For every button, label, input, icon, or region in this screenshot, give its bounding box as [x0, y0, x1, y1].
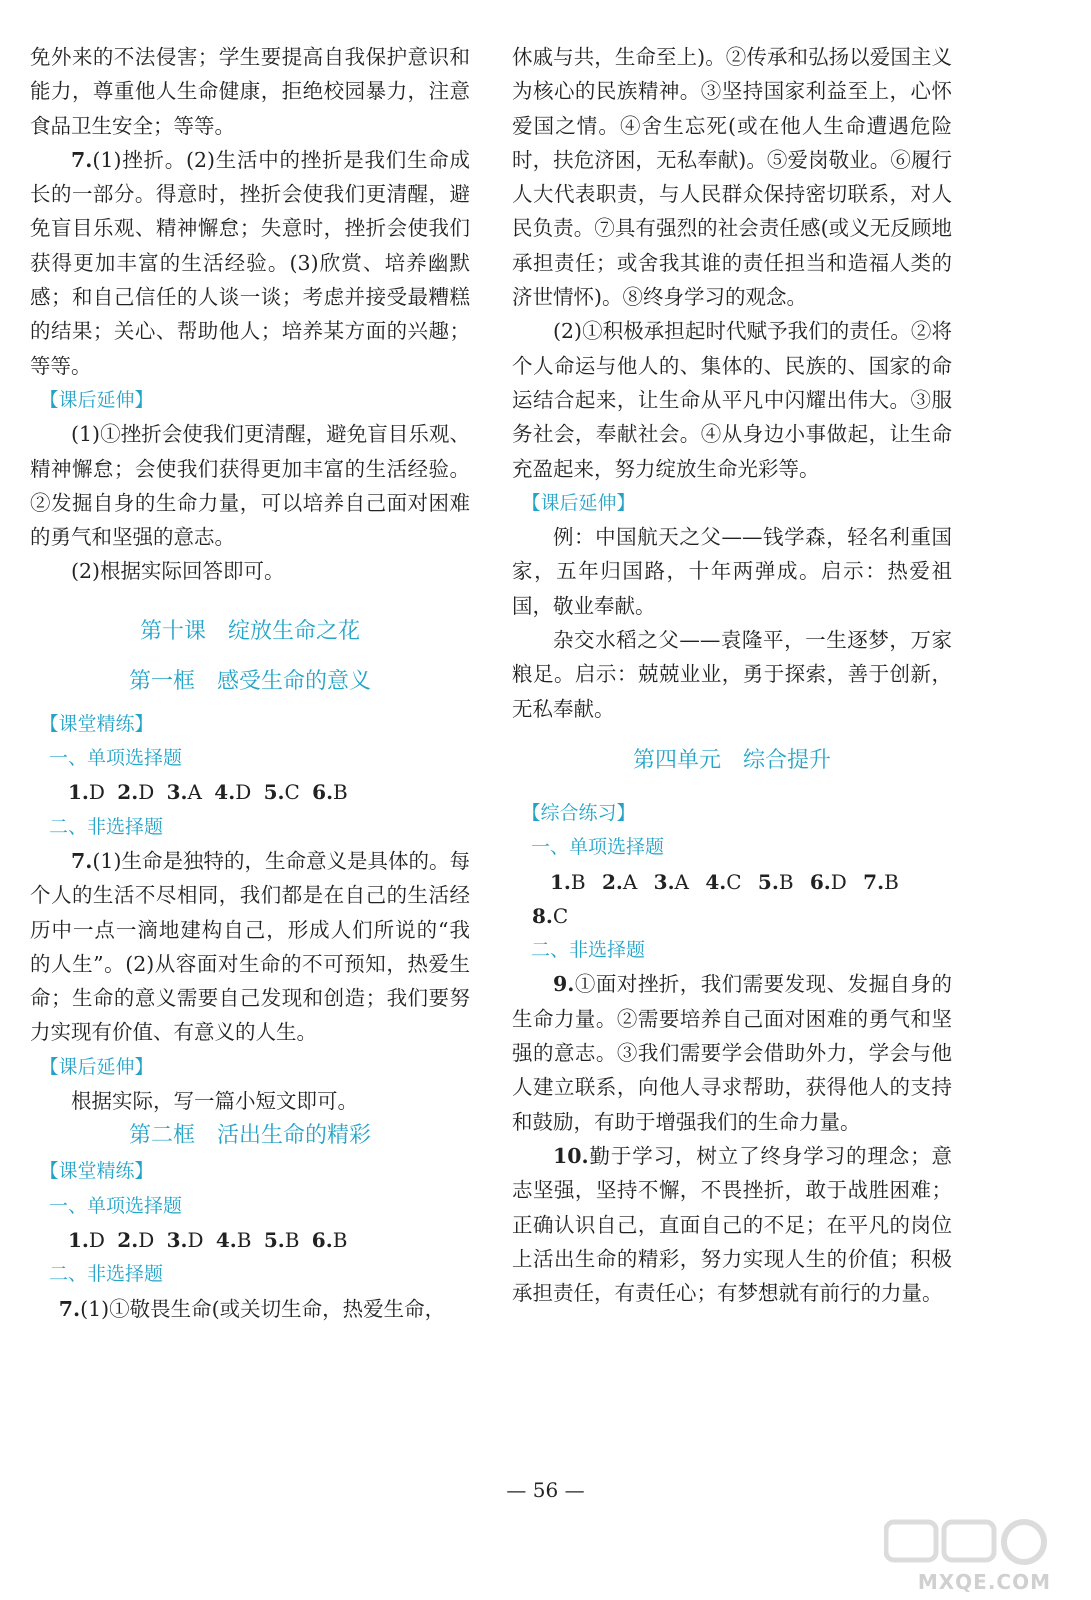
- section-tag-after-class: 【课后延伸】: [521, 491, 636, 514]
- subsection-single-choice: 一、单项选择题: [49, 747, 183, 770]
- unit-title: 第四单元 综合提升: [632, 747, 831, 773]
- answer-item: 3.A: [166, 780, 202, 805]
- answer-item: 3.A: [653, 869, 689, 894]
- answer-item: 5.B: [263, 1227, 300, 1252]
- answer-item: 5.B: [757, 869, 794, 894]
- answer-item: 8.C: [532, 903, 569, 928]
- section-tag-in-class: 【课堂精练】: [39, 1160, 154, 1183]
- section-tag-in-class: 【课堂精练】: [39, 712, 154, 735]
- question-7: [30, 143, 470, 383]
- question-text: (1)①敬畏生命(或关切生命，热爱生命，: [80, 1296, 446, 1321]
- question-7: [30, 844, 470, 1050]
- extension-answer: 根据实际，写一篇小短文即可。: [71, 1089, 358, 1114]
- question-number: 7.: [71, 848, 93, 873]
- answer-item: 1.D: [68, 1227, 105, 1252]
- right-column: [512, 40, 952, 1310]
- paragraph: (2)①积极承担起时代赋予我们的责任。②将个人命运与他人的、集体的、民族的、国家的命运结合起来，让生命从平凡中闪耀出伟大。③服务社会，奉献社会。④从身边小事做起，让生命充盈起来，努力绽放生命光彩等。: [512, 319, 952, 481]
- frame-title: 第一框 感受生命的意义: [128, 668, 371, 694]
- answer-item: 3.D: [166, 1227, 204, 1252]
- extension-answer: (2)根据实际回答即可。: [71, 559, 285, 584]
- answer-item: 7.B: [863, 869, 899, 894]
- answer-item: 4.B: [215, 1227, 252, 1252]
- section-tag-after-class: 【课后延伸】: [39, 388, 154, 411]
- extension-answer: (1)①挫折会使我们更清醒，避免盲目乐观、精神懈怠；会使我们获得更加丰富的生活经验。②发掘自身的生命力量，可以培养自己面对困难的勇气和坚强的意志。: [30, 422, 470, 550]
- answer-item: 2.A: [601, 869, 638, 894]
- question-number: 10.: [553, 1143, 589, 1168]
- question-7: [30, 1292, 470, 1326]
- question-text: 勤于学习，树立了终身学习的理念；意志坚强，坚持不懈，不畏挫折，敢于战胜困难；正确认识自己，直面自己的不足；在平凡的岗位上活出生命的精彩，努力实现人生的价值；积极承担责任，有责任心；有梦想就有前行的力量。: [512, 1143, 952, 1306]
- question-10: [512, 1139, 952, 1310]
- answer-item: 6.D: [809, 869, 847, 894]
- answer-list: [30, 1223, 470, 1257]
- question-number: 7.: [58, 1296, 81, 1321]
- subsection-non-choice: 二、非选择题: [49, 1263, 164, 1286]
- subsection-single-choice: 一、单项选择题: [531, 836, 665, 859]
- section-tag-practice: 【综合练习】: [521, 801, 636, 824]
- lesson-title: 第十课 绽放生命之花: [139, 618, 360, 644]
- example-paragraph: 杂交水稻之父——袁隆平，一生逐梦，万家粮足。启示：兢兢业业，勇于探索，善于创新，无私奉献。: [512, 628, 952, 721]
- answer-list: [512, 865, 952, 899]
- question-text: (1)生命是独特的，生命意义是具体的。每个人的生活不尽相同，我们都是在自己的生活经历中一点一滴地建构自己，形成人们所说的“我的人生”。(2)从容面对生命的不可预知，热爱生命；生命的意义需要自己发现和创造；我们要努力实现有价值、有意义的人生。: [30, 848, 470, 1045]
- subsection-non-choice: 二、非选择题: [49, 815, 164, 838]
- answer-item: 1.D: [68, 780, 105, 805]
- frame-title: 第二框 活出生命的精彩: [128, 1123, 371, 1149]
- question-9: [512, 967, 952, 1138]
- section-tag-after-class: 【课后延伸】: [39, 1055, 154, 1078]
- question-text: (1)挫折。(2)生活中的挫折是我们生命成长的一部分。得意时，挫折会使我们更清醒，避免盲目乐观、精神懈怠；失意时，挫折会使我们获得更加丰富的生活经验。(3)欣赏、培养幽默感；和自己信任的人谈一谈；考虑并接受最糟糕的结果；关心、帮助他人；培养某方面的兴趣；等等。: [30, 147, 470, 378]
- question-number: 9.: [553, 972, 575, 997]
- answer-item: 1.B: [550, 869, 586, 894]
- watermark-text: MXQE.COM: [917, 1570, 1051, 1594]
- answer-item: 4.C: [705, 869, 742, 894]
- page-number: — 56 —: [506, 1478, 585, 1502]
- subsection-single-choice: 一、单项选择题: [49, 1194, 183, 1217]
- answer-item: 2.D: [117, 780, 155, 805]
- answer-item: 5.C: [263, 780, 300, 805]
- answer-list: [30, 775, 470, 809]
- question-number: 7.: [71, 147, 93, 172]
- answer-item: 4.D: [214, 780, 252, 805]
- example-paragraph: 例：中国航天之父——钱学森，轻名利重国家，五年归国路，十年两弹成。启示：热爱祖国，敬业奉献。: [512, 525, 952, 618]
- paragraph: 免外来的不法侵害；学生要提高自我保护意识和能力，尊重他人生命健康，拒绝校园暴力，注意食品卫生安全；等等。: [30, 45, 470, 138]
- question-text: ①面对挫折，我们需要发现、发掘自身的生命力量。②需要培养自己面对困难的勇气和坚强的意志。③我们需要学会借助外力，学会与他人建立联系，向他人寻求帮助，获得他人的支持和鼓励，有助于增强我们的生命力量。: [512, 972, 952, 1134]
- answer-item: 2.D: [117, 1227, 155, 1252]
- answer-item: 6.B: [312, 780, 348, 805]
- answer-list-continued: [512, 899, 952, 933]
- answer-item: 6.B: [311, 1227, 348, 1252]
- left-column: [30, 40, 470, 1326]
- subsection-non-choice: 二、非选择题: [531, 939, 646, 962]
- paragraph: 休戚与共，生命至上)。②传承和弘扬以爱国主义为核心的民族精神。③坚持国家利益至上，心怀爱国之情。④舍生忘死(或在他人生命遭遇危险时，扶危济困，无私奉献)。⑤爱岗敬业。⑥履行人大代表职责，与人民群众保持密切联系，对人民负责。⑦具有强烈的社会责任感(或义无反顾地承担责任；或舍我其谁的责任担当和造福人类的济世情怀)。⑧终身学习的观念。: [512, 45, 952, 310]
